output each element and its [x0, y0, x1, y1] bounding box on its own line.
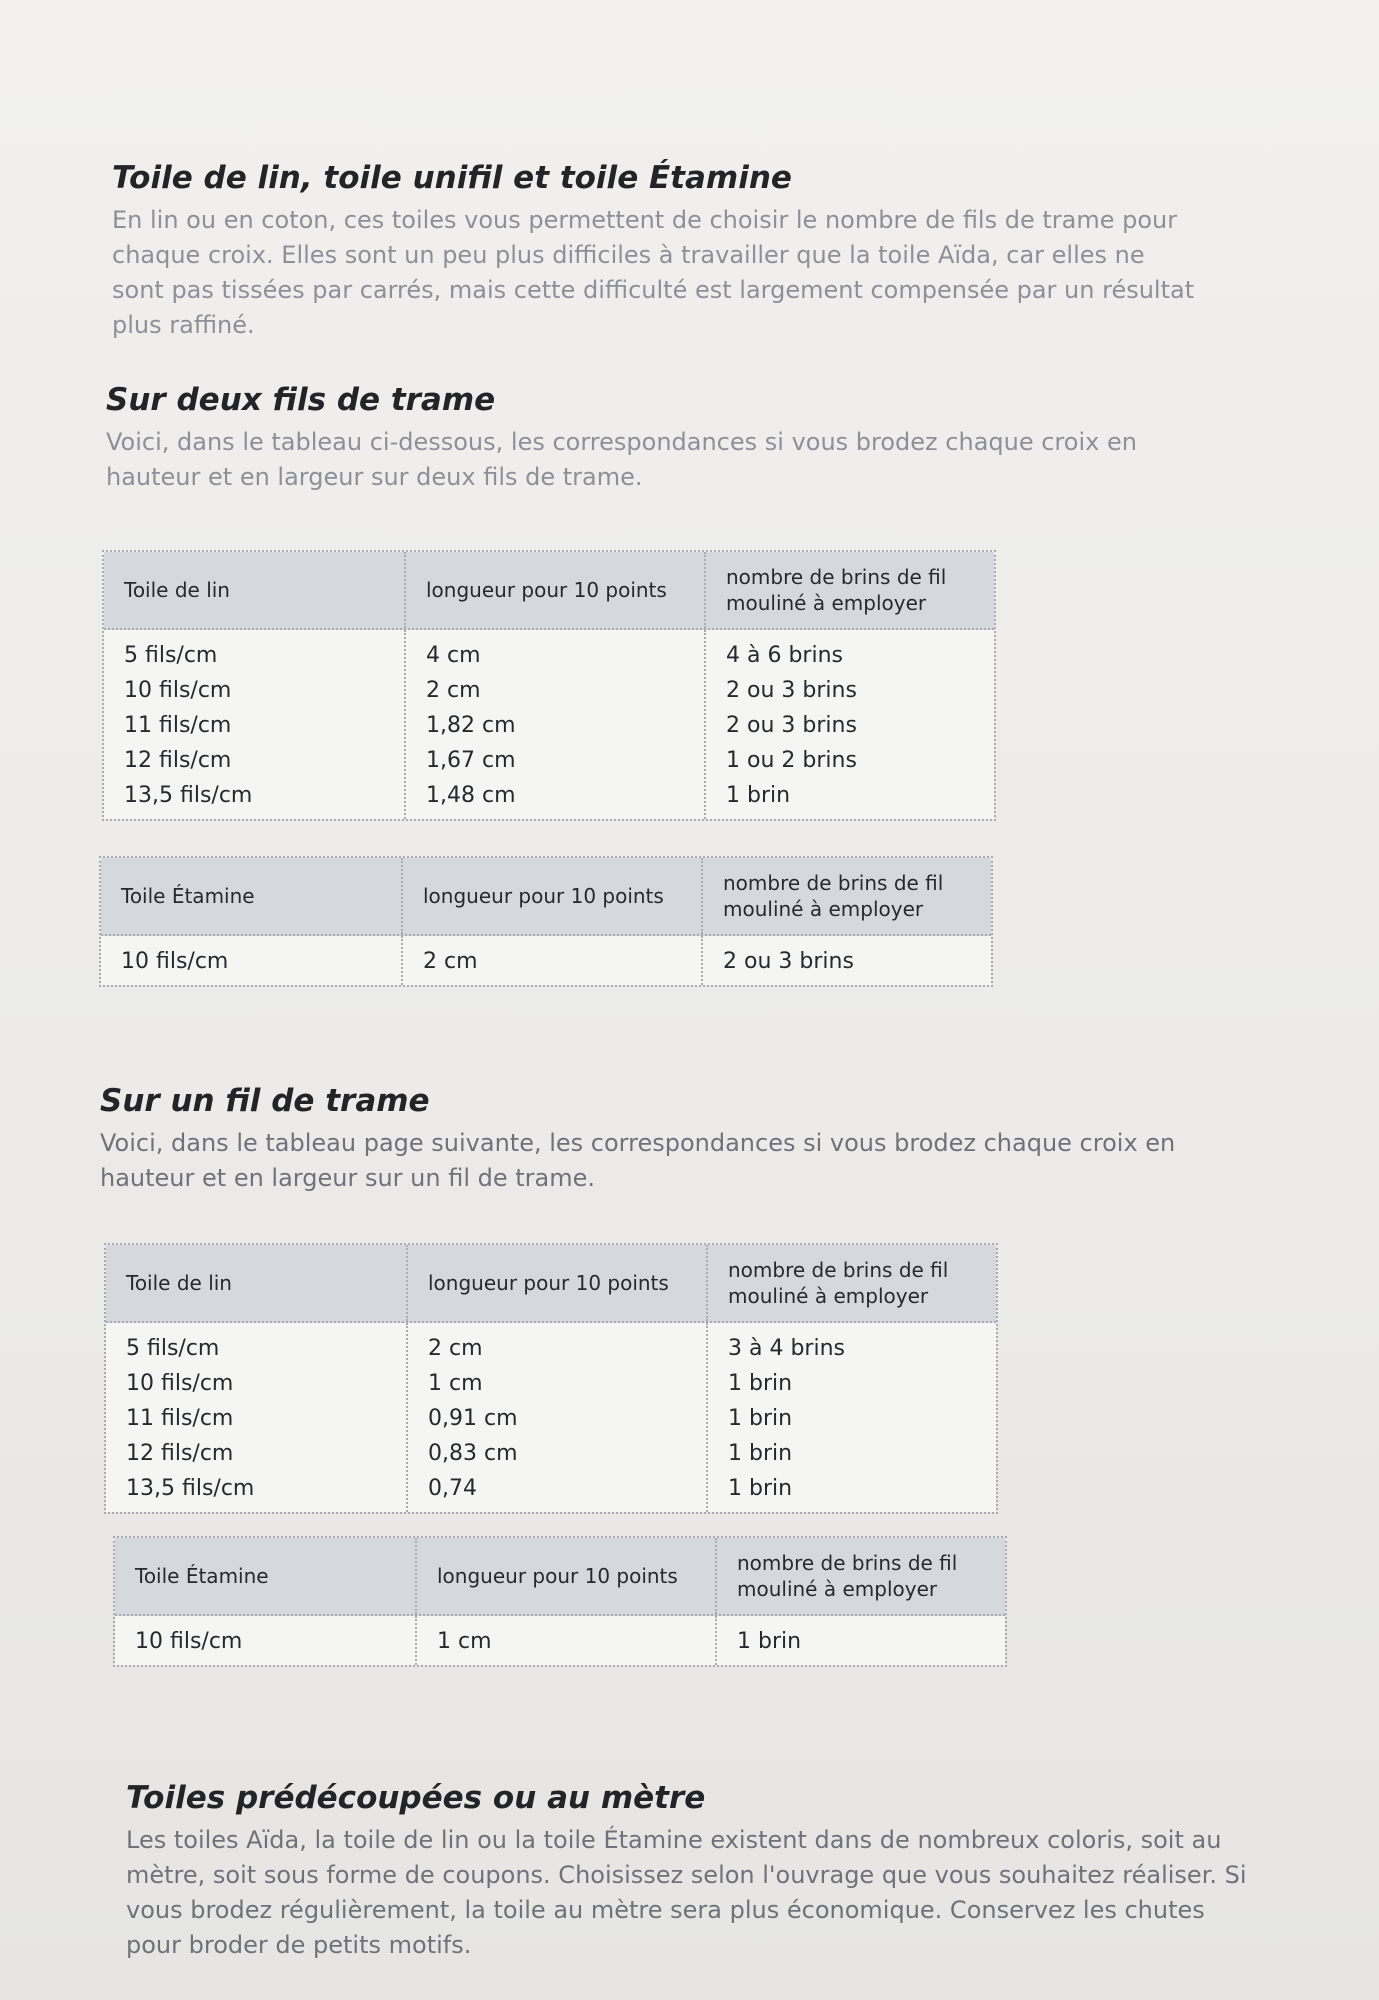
header-cell: Toile Étamine [121, 884, 255, 908]
table-cell: 0,91 cm [428, 1406, 518, 1431]
table-cell: 5 fils/cm [124, 643, 218, 668]
table-cell: 1 ou 2 brins [726, 748, 857, 773]
section-body: En lin ou en coton, ces toiles vous permettent de choisir le nombre de fils de trame pour chaque croix. Elles sont un peu plus difficiles à travailler que la toile Aïda, car elles ne sont pas tissées par carrés, mais cette difficulté est largement compensée par un résultat plus raffiné. [112, 206, 1195, 339]
section-toiles-predecoupees [126, 1780, 1266, 1962]
header-cell: nombre de brins de fil mouliné à employer [706, 1245, 996, 1321]
table-cell: 1 cm [437, 1629, 492, 1654]
header-cell: Toile Étamine [135, 1564, 269, 1588]
table-cell: 4 cm [426, 643, 481, 668]
table-column [404, 630, 704, 819]
table-column [704, 630, 994, 819]
header-cell: longueur pour 10 points [404, 552, 704, 628]
header-cell: longueur pour 10 points [406, 1245, 706, 1321]
table-cell: 1 brin [726, 783, 791, 808]
table-cell: 10 fils/cm [135, 1629, 243, 1654]
section-title: Sur deux fils de trame [106, 382, 496, 418]
section-body: Voici, dans le tableau ci-dessous, les correspondances si vous brodez chaque croix en hauteur et en largeur sur deux fils de trame. [106, 428, 1137, 491]
table-body [115, 1616, 1005, 1665]
table-column [406, 1323, 706, 1512]
table-cell: 1,82 cm [426, 713, 516, 738]
table-cell: 12 fils/cm [124, 748, 232, 773]
table-cell: 11 fils/cm [126, 1406, 234, 1431]
section-body: Voici, dans le tableau page suivante, les correspondances si vous brodez chaque croix en hauteur et en largeur sur un fil de trame. [100, 1129, 1176, 1192]
table-header-row [101, 858, 991, 936]
table-cell: 4 à 6 brins [726, 643, 843, 668]
table-deux-fils-etamine [99, 856, 993, 987]
section-title: Toile de lin, toile unifil et toile Étamine [112, 160, 792, 196]
header-cell: longueur pour 10 points [415, 1538, 715, 1614]
table-cell: 2 ou 3 brins [723, 949, 854, 974]
table-cell: 1,48 cm [426, 783, 516, 808]
section-toile-de-lin [112, 160, 1202, 342]
table-column [104, 630, 404, 819]
header-cell: nombre de brins de fil mouliné à employer [704, 552, 994, 628]
table-cell: 1 brin [728, 1441, 793, 1466]
table-column [415, 1616, 715, 1665]
table-cell: 12 fils/cm [126, 1441, 234, 1466]
header-cell: Toile de lin [124, 578, 230, 602]
table-cell: 0,83 cm [428, 1441, 518, 1466]
table-cell: 1 brin [728, 1406, 793, 1431]
header-cell: Toile de lin [126, 1271, 232, 1295]
table-cell: 2 cm [428, 1336, 483, 1361]
header-cell: nombre de brins de fil mouliné à employer [715, 1538, 1005, 1614]
table-cell: 2 ou 3 brins [726, 678, 857, 703]
table-cell: 3 à 4 brins [728, 1336, 845, 1361]
table-cell: 1 brin [728, 1476, 793, 1501]
table-column [101, 936, 401, 985]
section-body: Les toiles Aïda, la toile de lin ou la toile Étamine existent dans de nombreux coloris, soit au mètre, soit sous forme de coupons. Choisissez selon l'ouvrage que vous souhaitez réaliser. Si vous brodez régulièrement, la toile au mètre sera plus économique. Conservez les chutes pour broder de petits motifs. [126, 1826, 1247, 1959]
table-body [101, 936, 991, 985]
table-column [701, 936, 991, 985]
header-cell: longueur pour 10 points [401, 858, 701, 934]
table-header-row [104, 552, 994, 630]
section-sur-un-fil [100, 1083, 1250, 1196]
table-cell: 10 fils/cm [124, 678, 232, 703]
table-cell: 2 ou 3 brins [726, 713, 857, 738]
table-cell: 10 fils/cm [126, 1371, 234, 1396]
table-column [115, 1616, 415, 1665]
section-title: Sur un fil de trame [100, 1083, 430, 1119]
section-title: Toiles prédécoupées ou au mètre [126, 1780, 706, 1816]
section-sur-deux-fils [106, 382, 1216, 495]
table-cell: 2 cm [423, 949, 478, 974]
header-cell: nombre de brins de fil mouliné à employer [701, 858, 991, 934]
table-un-fil-etamine [113, 1536, 1007, 1667]
table-column [715, 1616, 1005, 1665]
table-cell: 1 brin [737, 1629, 802, 1654]
table-cell: 2 cm [426, 678, 481, 703]
table-column [706, 1323, 996, 1512]
table-deux-fils-lin [102, 550, 996, 821]
table-header-row [106, 1245, 996, 1323]
table-body [104, 630, 994, 819]
table-cell: 0,74 [428, 1476, 477, 1501]
table-cell: 1,67 cm [426, 748, 516, 773]
table-cell: 13,5 fils/cm [126, 1476, 255, 1501]
table-cell: 13,5 fils/cm [124, 783, 253, 808]
table-cell: 11 fils/cm [124, 713, 232, 738]
table-cell: 5 fils/cm [126, 1336, 220, 1361]
table-column [106, 1323, 406, 1512]
table-cell: 1 cm [428, 1371, 483, 1396]
table-cell: 10 fils/cm [121, 949, 229, 974]
table-body [106, 1323, 996, 1512]
table-un-fil-lin [104, 1243, 998, 1514]
table-cell: 1 brin [728, 1371, 793, 1396]
table-header-row [115, 1538, 1005, 1616]
table-column [401, 936, 701, 985]
